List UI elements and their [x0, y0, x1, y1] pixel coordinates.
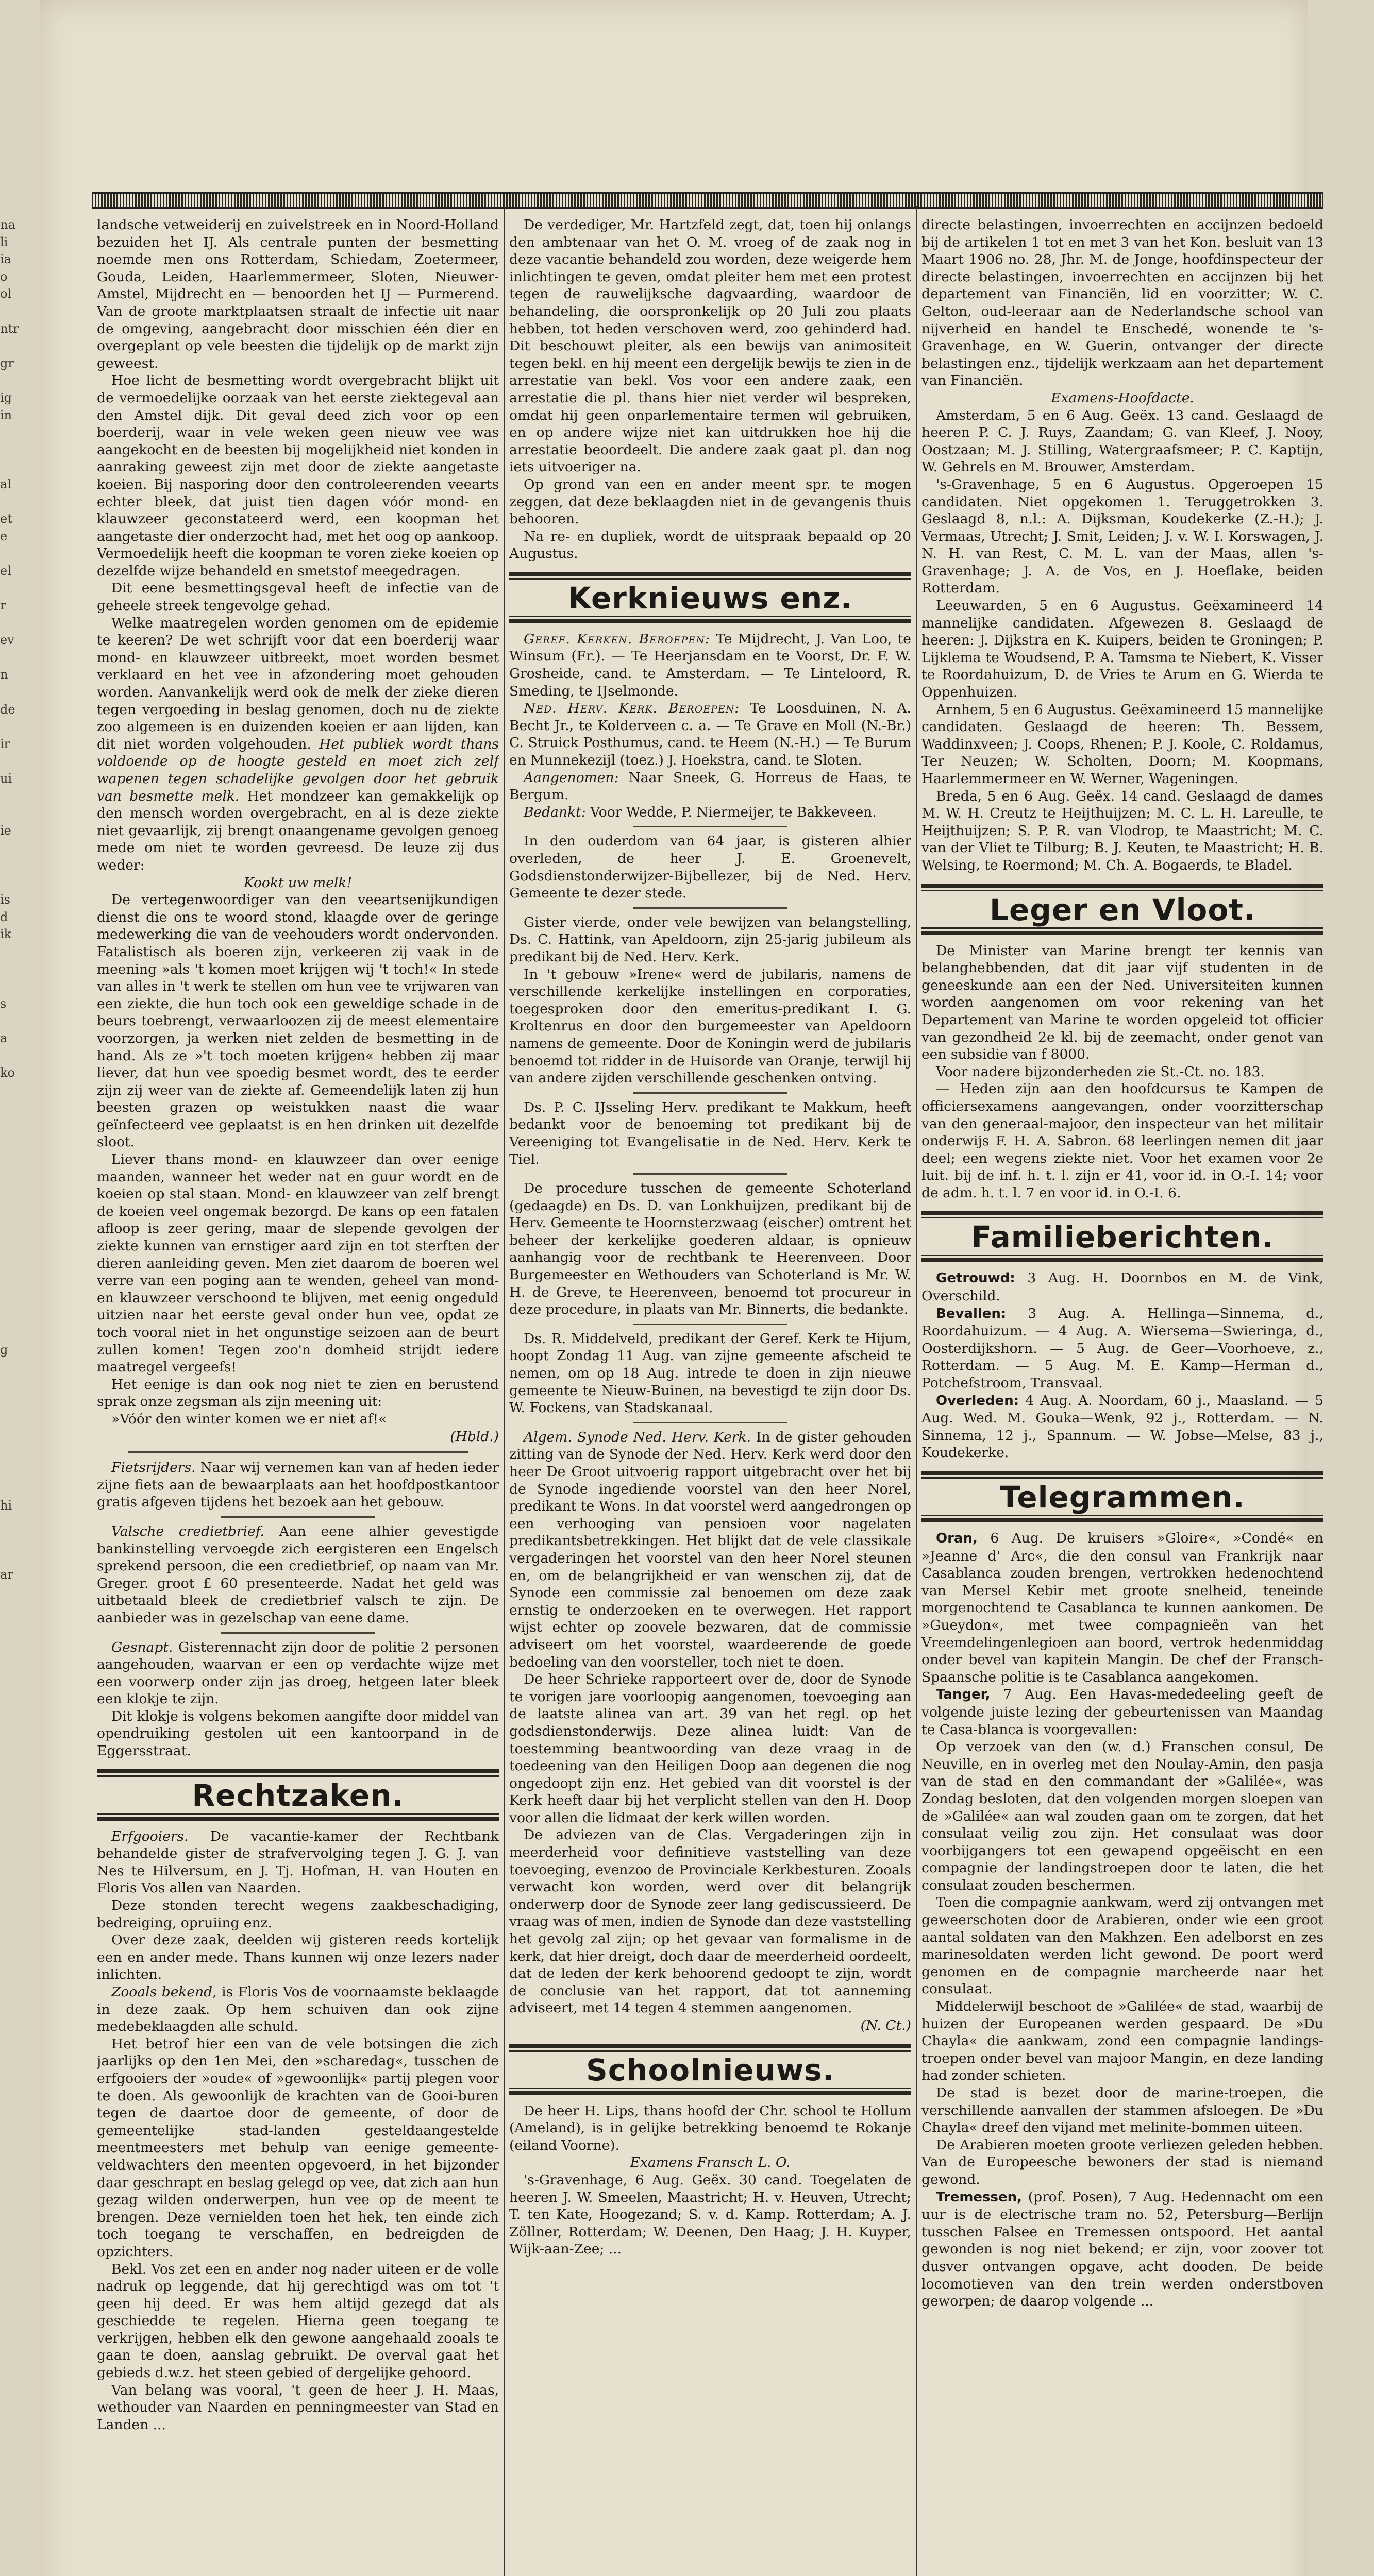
edge-fragment-text	[0, 1168, 36, 1186]
edge-fragment-text: ir	[0, 736, 10, 751]
separator-rule	[633, 826, 787, 827]
edge-fragment-text: is	[0, 892, 10, 907]
article-paragraph: De heer H. Lips, thans hoofd der Chr. school te Hollum (Ameland), is in gelijke betrekking benoemd te Rokanje (eiland Voorne).	[509, 2103, 911, 2154]
item-text: Voor Wedde, P. Niermeijer, te Bakkeveen.	[590, 804, 877, 820]
edge-fragment-text	[0, 1584, 36, 1601]
edge-fragment-text	[0, 943, 36, 961]
edge-fragment-text: r	[0, 598, 6, 613]
section-heading-telegrammen: Telegrammen.	[921, 1471, 1323, 1522]
article-paragraph: Deze stonden terecht wegens zaakbeschadiging, bedreiging, opruiing enz.	[97, 1897, 499, 1931]
motto-line: Kookt uw melk!	[243, 874, 353, 891]
item-lead: Algem. Synode Ned. Herv. Kerk.	[524, 1429, 751, 1445]
edge-fragment-text	[0, 1012, 36, 1030]
edge-fragment-text	[0, 494, 36, 511]
edge-fragment-text	[0, 337, 36, 355]
edge-fragment-text	[0, 1290, 36, 1307]
article-paragraph: In den ouderdom van 64 jaar, is gisteren alhier overleden, de heer J. E. Groenevelt, Godsdienstonderwijzer-Bijbellezer, bij de Ned. Herv. Gemeente te dezer stede.	[509, 833, 911, 902]
article-paragraph: landsche vetweiderij en zuivelstreek en in Noord-Holland bezuiden het IJ. Als centrale punten der besmetting noemde men ons Rotterdam, Schiedam, Zoetermeer, Gouda, Leiden, Haarlemmermeer, Sloten, Nieuwer-Amstel, Mijdrecht en — benoorden het IJ — Purmerend. Van de groote marktplaatsen straalt de infectie uit naar de omgeving, aangebracht door misschien één dier en overgeplant op vele beesten die tijdelijk op de markt zijn geweest.	[97, 217, 499, 371]
edge-fragment-text: de	[0, 702, 15, 717]
edge-fragment-text	[0, 442, 36, 459]
telegram-place: Tremessen,	[936, 2189, 1023, 2205]
edge-fragment-text: s	[0, 996, 7, 1011]
edge-fragment-text	[0, 1116, 36, 1134]
news-item	[509, 1429, 911, 1671]
edge-fragment-text: ie	[0, 823, 11, 838]
emphasis-text: Het publiek wordt thans voldoende op de hoogte gesteld en moet zich zelf wapenen tegen schadelijke gevolgen door het gebruik van besmette melk.	[97, 736, 499, 804]
edge-fragment-text	[0, 545, 36, 563]
telegram-place: Oran,	[936, 1531, 978, 1546]
separator-rule	[633, 1422, 787, 1423]
article-paragraph: Op grond van een en ander meent spr. te mogen zeggen, dat deze beklaagden niet in de gevangenis thuis behooren.	[509, 476, 911, 528]
news-item	[509, 631, 911, 700]
notice-label: Overleden:	[936, 1393, 1019, 1409]
adjacent-page-fragments	[0, 216, 36, 2576]
edge-fragment-text: ia	[0, 252, 11, 267]
item-text: Naar wij vernemen kan van af heden ieder zijne fiets aan de bewaarplaats aan het hoofdpostkantoor gratis afgeven tijdens het bezoek aan het gebouw.	[97, 1460, 499, 1511]
paragraph-text: Het mondzeer kan gemakkelijk op den mensch worden overgebracht, en al is deze ziekte niet gevaarlijk, zij brengt onaangename gevolgen genoeg mede om niet te worden gevreesd. De leuze zij dus weder:	[97, 788, 499, 873]
article-paragraph: De stad is bezet door de marine-troepen, die verschillende aanvallen der stammen afsloegen. De »Du Chayla« dreef den vijand met melinite-bommen uiteen.	[921, 2085, 1323, 2136]
article-paragraph: Hoe licht de besmetting wordt overgebracht blijkt uit de vermoedelijke oorzaak van het eerste ziektegeval aan den Amstel dijk. Dit geval deed zich voor op een boerderij, waar in vele weken geen nieuw vee was aangekocht en de beesten bij mogelijkheid niet konden in aanraking geweest zijn met door de ziekte aangetaste koeien. Bij nasporing door den controleerenden veearts echter bleek, dat juist tien dagen vóór mond- en klauwzeer geconstateerd werd, een koopman het aangetaste dier onderzocht had, met het oog op aankoop. Vermoedelijk heeft die koopman te voren zieke koeien op dezelfde wijze behandeld en smetstof meegedragen.	[97, 372, 499, 579]
section-heading-rechtzaken: Rechtzaken.	[97, 1769, 499, 1821]
edge-fragment-text	[0, 1393, 36, 1411]
article-paragraph: Gister vierde, onder vele bewijzen van belangstelling, Ds. C. Hattink, van Apeldoorn, zijn 25-jarig jubileum als predikant bij de Ned. Herv. Kerk.	[509, 914, 911, 965]
notice-label: Getrouwd:	[936, 1270, 1015, 1286]
item-text: Te Loosduinen, N. A. Becht Jr., te Kolderveen c. a. — Te Grave en Moll (N.-Br.) C. Struick Posthumus, cand. te Heem (N.-H.) — Te Burum en Munnekezijl (toez.) J. Hoekstra, cand. te Sloten.	[509, 700, 911, 769]
article-paragraph: — Heden zijn aan den hoofdcursus te Kampen de officiersexamens aangevangen, onder voorzitterschap van den generaal-majoor, den inspecteur van het militair onderwijs F. H. A. Sabron. 68 leerlingen nemen dit jaar deel; een wegens ziekte niet. Voor het examen voor 2e luit. bij de inf. h. t. l. zijn er 41, voor id. in O.-I. 14; voor de adm. h. t. l. 7 en voor id. in O.-I. 6.	[921, 1081, 1323, 1201]
edge-fragment-text: ol	[0, 286, 12, 301]
edge-fragment-text	[0, 1428, 36, 1446]
edge-fragment-text	[0, 839, 36, 857]
edge-fragment-text	[0, 1653, 36, 1670]
item-text: is Floris Vos de voornaamste beklaagde in deze zaak. Op hem schuiven dan ook zijne medebeklaagden alle schuld.	[97, 1984, 499, 2035]
edge-fragment-text	[0, 1618, 36, 1636]
edge-fragment-text: na	[0, 217, 15, 232]
edge-fragment-text: ui	[0, 771, 12, 786]
article-paragraph: De procedure tusschen de gemeente Schoterland (gedaagde) en Ds. D. van Lonkhuijzen, predikant bij de Herv. Gemeente te Hoornsterzwaag (eischer) omtrent het beheer der kerkelijke goederen aldaar, is opnieuw aanhangig voor de rechtbank te Heerenveen. Door Burgemeester en Wethouders van Schoterland is Mr. W. H. de Greve, te Heerenveen, benoemd tot procureur in deze procedure, in plaats van Mr. Binnerts, die bedankte.	[509, 1180, 911, 1318]
separator-rule	[221, 1632, 375, 1634]
telegram-item	[921, 1530, 1323, 1686]
article-paragraph: directe belastingen, invoerrechten en accijnzen bedoeld bij de artikelen 1 tot en met 3 van het Kon. besluit van 13 Maart 1906 no. 28, Jhr. M. de Jonge, hoofdinspecteur der directe belastingen, invoerrechten en accijnzen bij het departement van Financiën, lid en voorzitter; W. C. Gelton, oud-leeraar aan de Nederlandsche school van nijverheid en handel te Enschedé, wonende te 's-Gravenhage, en W. Guerin, ontvanger der directe belastingen enz., tijdelijk werkzaam aan het departement van Financiën.	[921, 217, 1323, 389]
family-notice	[921, 1392, 1323, 1462]
edge-fragment-text	[0, 1636, 36, 1653]
item-lead: Valsche credietbrief.	[111, 1523, 264, 1539]
item-lead: Aangenomen:	[524, 769, 619, 786]
item-lead: Geref. Kerken. Beroepen:	[524, 631, 710, 647]
edge-fragment-text: e	[0, 529, 8, 544]
notice-text: 4 Aug. A. Noordam, 60 j., Maasland. — 5 Aug. Wed. M. Gouka—Wenk, 92 j., Rotterdam. — N. Sinnema, 12 j., Spannum. — W. Jobse—Melse, 83 j., Koudekerke.	[921, 1392, 1323, 1461]
quote-line: »Vóór den winter komen we er niet af!«	[111, 1411, 387, 1427]
news-item	[97, 1828, 499, 1897]
edge-fragment-text: et	[0, 512, 12, 527]
edge-fragment-text: n	[0, 667, 8, 682]
section-heading-familieberichten: Familieberichten.	[921, 1211, 1323, 1262]
item-lead: Ned. Herv. Kerk. Beroepen:	[524, 700, 740, 717]
edge-fragment-text	[0, 1099, 36, 1116]
telegram-text: (prof. Posen), 7 Aug. Hedennacht om een uur is de electrische tram no. 52, Petersburg—Berlijn tusschen Falsee en Tremessen ontspoord. Het aantal gewonden is nog niet bekend; er zijn, voor zoover tot dusver ontvangen opgave, acht dooden. De beide locomotieven van den trein werden onderstboven geworpen; de daarop volgende ...	[921, 2189, 1323, 2310]
edge-fragment-text	[0, 1272, 36, 1290]
paragraph-text: Welke maatregelen worden genomen om de epidemie te keeren? De wet schrijft voor dat een boerderij waar mond- en klauwzeer uitbreekt, moet worden besmet verklaard en het vee in afzondering moet gehouden worden. Aanvankelijk werd ook de melk der zieke dieren tegen vergoeding in beslag genomen, doch nu de ziekte zoo algemeen is en duizenden koeien er aan lijden, kan dit niet worden volgehouden.	[97, 615, 499, 752]
edge-fragment-text	[0, 1255, 36, 1273]
edge-fragment-text: o	[0, 269, 8, 284]
edge-fragment-text: d	[0, 909, 8, 924]
article-paragraph: 's-Gravenhage, 6 Aug. Geëx. 30 cand. Toegelaten de heeren J. W. Smeelen, Maastricht; H. v. Heuven, Utrecht; T. ten Kate, Hoogezand; S. v. d. Kamp. Rotterdam; A. J. Zöllner, Rotterdam; W. Deenen, Den Haag; J. H. Kuyper, Wijk-aan-Zee; ...	[509, 2172, 911, 2258]
telegram-item	[921, 2189, 1323, 2310]
article-paragraph	[97, 615, 499, 874]
edge-fragment-text	[0, 874, 36, 892]
section-heading-schoolnieuws: Schoolnieuws.	[509, 2044, 911, 2095]
sub-heading: Examens-Hoofdacte.	[1051, 389, 1194, 406]
notice-text: 3 Aug. H. Doornbos en M. de Vink, Overschild.	[921, 1270, 1323, 1304]
telegram-place: Tanger,	[936, 1687, 991, 1703]
edge-fragment-text	[0, 857, 36, 874]
edge-fragment-text	[0, 1515, 36, 1532]
source-signature: (Hbld.)	[450, 1428, 499, 1445]
article-paragraph: Over deze zaak, deelden wij gisteren reeds kortelijk een en ander mede. Thans kunnen wij onze lezers nader inlichten.	[97, 1932, 499, 1983]
edge-fragment-text	[0, 1411, 36, 1428]
column-divider-2	[916, 206, 917, 2576]
separator-rule	[633, 1324, 787, 1325]
edge-fragment-text: ar	[0, 1567, 13, 1582]
edge-fragment-text	[0, 649, 36, 667]
edge-fragment-text	[0, 1307, 36, 1324]
top-ornamental-rule	[92, 192, 1323, 209]
section-heading-leger-en-vloot: Leger en Vloot.	[921, 884, 1323, 935]
article-paragraph: Bekl. Vos zet een en ander nog nader uiteen er de volle nadruk op leggende, dat hij gerechtigd was om tot 't geen hij deed. Er was hem altijd gezegd dat als geschiedde te regelen. Hierna geen toegang te verkrijgen, hebben elk den gewone aangehaald zooals te gaan te doen, aanslag gebruikt. De overval gaat het gebieds d.w.z. het steen gebied of dergelijke gehoord.	[97, 2261, 499, 2381]
article-paragraph: Dit eene besmettingsgeval heeft de infectie van de geheele streek tengevolge gehad.	[97, 580, 499, 614]
edge-fragment-text: ko	[0, 1065, 15, 1080]
item-text: In de gister gehouden zitting van de Synode der Ned. Herv. Kerk werd door den heer De Groot uitvoerig rapport uitgebracht over het bij de Synode ingediende voorstel van den heer Norel, predikant te Wons. In dat voorstel werd aangedrongen op een verhooging van pensioen voor nagelaten predikantsbetrekkingen. Het blijkt dat de vele classikale vergaderingen het voorstel van den heer Norel steunen en, om de belangrijkheid er van wenschen zij, dat de Synode een commissie zal benoemen om deze zaak ernstig te onderzoeken en te overwegen. Het rapport wijst echter op zoovele bezwaren, dat de commissie adviseert om het voorstel, waardeerende de goede bedoeling van den voorsteller, toch niet te doen.	[509, 1429, 911, 1670]
notice-label: Bevallen:	[936, 1306, 1007, 1321]
article-paragraph: Liever thans mond- en klauwzeer dan over eenige maanden, wanneer het weder nat en guur wordt en de koeien op stal staan. Mond- en klauwzeer van zelf brengt de koeien veel ongemak bezorgd. De kans op een fatalen afloop is zeer gering, maar de slepende gevolgen der ziekte kunnen van ernstiger aard zijn en tot sterften der dieren aanleiding geven. Men ziet daarom de boeren wel verre van een poging aan te wenden, geheel van mond- en klauwzeer verschoond te blijven, met eenig ongeduld uitzien naar het eerste geval onder hun vee, opdat ze toch vooral niet in het ongunstige seizoen aan de beurt zullen komen! Tegen zoo'n domheid strijdt iedere maatregel vergeefs!	[97, 1151, 499, 1376]
edge-fragment-text	[0, 1601, 36, 1619]
edge-fragment-text: el	[0, 563, 11, 578]
article-paragraph: Ds. P. C. IJsseling Herv. predikant te Makkum, heeft bedankt voor de benoeming tot predikant bij de Vereeniging tot Evangelisatie in de Ned. Herv. Kerk te Tiel.	[509, 1099, 911, 1167]
news-item	[97, 1523, 499, 1627]
family-notice	[921, 1269, 1323, 1304]
column-3	[921, 216, 1323, 2576]
separator-rule	[221, 1516, 375, 1518]
news-item	[509, 804, 911, 821]
edge-fragment-text	[0, 580, 36, 597]
edge-fragment-text	[0, 303, 36, 320]
edge-fragment-text	[0, 1185, 36, 1203]
edge-fragment-text: ev	[0, 633, 14, 648]
item-lead: Fietsrijders.	[111, 1460, 196, 1476]
telegram-text: 6 Aug. De kruisers »Gloire«, »Condé« en »Jeanne d' Arc«, die den consul van Frankrijk naar Casablanca zouden brengen, vertrokken hedenochtend van Mersel Kebir met groote snelheid, teneinde morgenochtend te Casablanca te kunnen aankomen. De »Gueydon«, met twee compagnieën van het Vreemdelingenlegioen aan boord, vertrok hedenmiddag onder bevel van kapitein Mangin. De chef der Fransch-Spaansche politie is te Casablanca aangekomen.	[921, 1530, 1323, 1685]
separator-rule	[633, 1173, 787, 1175]
edge-fragment-text	[0, 1445, 36, 1463]
separator-rule	[633, 1092, 787, 1094]
section-heading-kerknieuws: Kerknieuws enz.	[509, 572, 911, 623]
newspaper-sheet	[40, 0, 1323, 2576]
edge-fragment-text	[0, 372, 36, 389]
edge-fragment-text	[0, 1359, 36, 1376]
article-paragraph: Op verzoek van den (w. d.) Franschen consul, De Neuville, en in overleg met den Noulay-Amin, den pasja van de stad en den commandant der »Galilée«, was Zondag besloten, dat den volgenden morgen sloepen van de »Galilée« aan wal zouden gaan om te zorgen, dat het consulaat veilig zou zijn. Het consulaat was door voorbijgangers tot een gewapend opgeëischt en een compagnie der landingstroepen door te laten, die het consulaat zouden beschermen.	[921, 1739, 1323, 1893]
article-paragraph: Na re- en dupliek, wordt de uitspraak bepaald op 20 Augustus.	[509, 528, 911, 562]
edge-fragment-text	[0, 459, 36, 476]
edge-fragment-text	[0, 753, 36, 770]
edge-fragment-text	[0, 1047, 36, 1065]
separator-rule	[633, 907, 787, 909]
article-paragraph: Leeuwarden, 5 en 6 Augustus. Geëxamineerd 14 mannelijke candidaten. Afgewezen 8. Geslaagd de heeren: J. Dijkstra en K. Kuipers, beiden te Groningen; P. Lijklema te Woudsend, P. A. Tamsma te Niebert, K. Visser te Roordahuizum, D. de Vries te Arum en G. Wierda te Oppenhuizen.	[921, 598, 1323, 701]
column-divider-1	[504, 206, 505, 2576]
article-paragraph: Amsterdam, 5 en 6 Aug. Geëx. 13 cand. Geslaagd de heeren P. C. J. Ruys, Zaandam; G. van Kleef, J. Nooy, Oostzaan; M. J. Stilling, Watergraafsmeer; P. C. Kaptijn, W. Gehrels en M. Brouwer, Amsterdam.	[921, 407, 1323, 476]
item-text: Te Mijdrecht, J. Van Loo, te Winsum (Fr.). — Te Heerjansdam en te Voorst, Dr. F. W. Grosheide, cand. te Amsterdam. — Te Linteloord, R. Smeding, te IJselmonde.	[509, 631, 911, 699]
news-item	[509, 700, 911, 769]
sub-heading: Examens Fransch L. O.	[630, 2155, 791, 2171]
news-item	[97, 1459, 499, 1511]
edge-fragment-text	[0, 1463, 36, 1480]
edge-fragment-text	[0, 424, 36, 442]
article-paragraph: De adviezen van de Clas. Vergaderingen zijn in meerderheid voor definitieve vaststelling van deze toevoeging, evenzoo de Provinciale Kerkbesturen. Zooals verwacht kon worden, werd over dit belangrijk onderwerp door de Synode zeer lang gediscussieerd. De vraag was of men, indien de Synode dan deze vaststelling het gevolg zal zijn; op het gevaar van formalisme in de kerk, dat hier dreigt, doch daar de meerderheid oordeelt, dat de leden der kerk behoorend gedoopt te zijn, wordt de conclusie van het rapport, dat tot aanneming adviseert, met 14 tegen 4 stemmen aangenomen.	[509, 1827, 911, 2016]
article-paragraph: De verdediger, Mr. Hartzfeld zegt, dat, toen hij onlangs den ambtenaar van het O. M. vroeg of de zaak nog in deze vacantie behandeld zou worden, deze weigerde hem inlichtingen te geven, omdat pleiter hem met een protest tegen de rauwelijksche dagvaarding, waardoor de behandeling, die oorspronkelijk op 20 Juli zou plaats hebben, tot heden verschoven werd, zoo gehinderd had. Dit beschouwt pleiter, als een bewijs van animositeit tegen bekl. en hij meent een dergelijk bewijs te zien in de arrestatie van bekl. Vos voor een andere zaak, een arrestatie die pl. thans hier niet verder wil bespreken, omdat hij geen onparlementaire termen wil gebruiken, en op andere wijze niet kan uitdrukken hoe hij die arrestatie beoordeelt. Die andere zaak gaat pl. dan nog iets uitvoeriger na.	[509, 217, 911, 476]
item-text: Naar Sneek, G. Horreus de Haas, te Bergum.	[509, 769, 911, 803]
article-paragraph: Ds. R. Middelveld, predikant der Geref. Kerk te Hijum, hoopt Zondag 11 Aug. van zijne gemeente afscheid te nemen, om op 18 Aug. intrede te doen in zijn nieuwe gemeente te Nieuw-Buinen, na bevestigd te zijn door Ds. W. Fockens, van Stadskanaal.	[509, 1330, 911, 1416]
article-paragraph: De Minister van Marine brengt ter kennis van belanghebbenden, dat dit jaar vijf studenten in de geneeskunde aan een der Ned. Universiteiten kunnen worden aangenomen om voor rekening van het Departement van Marine te worden opgeleid tot officier van gezondheid 2e kl. bij de zeemacht, onder genot van een subsidie van f 8000.	[921, 942, 1323, 1063]
edge-fragment-text	[0, 1238, 36, 1255]
column-1	[97, 216, 499, 2576]
item-text: De vacantie-kamer der Rechtbank behandelde gister de strafvervolging tegen J. G. J. van Nes te Hilversum, en J. Tj. Hofman, H. van Houten en Floris Vos allen van Naarden.	[97, 1828, 499, 1896]
article-paragraph: 's-Gravenhage, 5 en 6 Augustus. Opgeroepen 15 candidaten. Niet opgekomen 1. Teruggetrokken 3. Geslaagd 8, n.l.: A. Dijksman, Koudekerke (Z.-H.); J. Vermaas, Utrecht; J. Smit, Leiden; J. v. W. I. Korswagen, J. N. H. van Rest, C. M. L. van der Maas, allen 's-Gravenhage; J. A. de Vos, en J. Hoeflake, beiden Rotterdam.	[921, 476, 1323, 597]
edge-fragment-text: li	[0, 234, 8, 249]
edge-fragment-text: ig	[0, 390, 12, 405]
edge-fragment-text	[0, 978, 36, 995]
article-paragraph: Breda, 5 en 6 Aug. Geëx. 14 cand. Geslaagd de dames M. W. H. Creutz te Heijthuijzen; M. C. L. H. Lareulle, te Heijthuijzen; S. P. R. van Vlodrop, te Maastricht; M. C. van der Vliet te Tilburg; B. J. Keuten, te Maastricht; H. B. Welsing, te Roermond; M. Ch. A. Bogaerds, te Bladel.	[921, 788, 1323, 873]
column-2	[509, 216, 911, 2576]
news-item	[509, 769, 911, 804]
edge-fragment-text	[0, 718, 36, 736]
family-notice	[921, 1305, 1323, 1392]
telegram-item	[921, 1686, 1323, 1738]
item-text: Aan eene alhier gevestigde bankinstelling vervoegde zich eergisteren een Engelsch sprekend persoon, die een credietbrief, op naam van Mr. Greger. groot £ 60 presenteerde. Nadat het geld was uitbetaald bleek de credietbrief valsch te zijn. De aanbieder was in gezelschap van eene dame.	[97, 1523, 499, 1626]
news-item	[97, 1639, 499, 1708]
edge-fragment-text	[0, 961, 36, 978]
edge-fragment-text	[0, 788, 36, 805]
edge-fragment-text	[0, 1549, 36, 1567]
item-lead: Erfgooiers.	[111, 1828, 189, 1844]
item-lead: Gesnapt.	[111, 1639, 173, 1655]
article-paragraph: De vertegenwoordiger van den veeartsenijkundigen dienst die ons te woord stond, klaagde over de geringe medewerking die van de veehouders wordt ondervonden. Fatalistisch als boeren zijn, verkeeren zij vaak in de meening »als 't komen moet krijgen wij 't toch!« In stede van alles in 't werk te stellen om hun vee te vrijwaren van een ziekte, die hun toch ook een geweldige schade in de beurs toebrengt, verwaarloozen zij de meest elementaire voorzorgen, ja werken niet zelden de besmetting in de hand. Als ze »'t toch moeten krijgen« hebben zij maar liever, dat hun vee spoedig besmet wordt, des te eerder zijn zij weer van de ziekte af. Gemeendelijk laten zij hun beesten grazen op weistukken naast die waar geïnfecteerd vee geplaatst is en hen drinken uit dezelfde sloot.	[97, 892, 499, 1150]
edge-fragment-text: a	[0, 1030, 8, 1045]
edge-fragment-text	[0, 1082, 36, 1099]
edge-fragment-text	[0, 1324, 36, 1342]
edge-fragment-text	[0, 1203, 36, 1221]
edge-fragment-text: ntr	[0, 321, 19, 336]
edge-fragment-text	[0, 684, 36, 701]
edge-fragment-text	[0, 1376, 36, 1394]
edge-fragment-text: gr	[0, 355, 14, 370]
edge-fragment-text: g	[0, 1342, 8, 1357]
article-paragraph: Voor nadere bijzonderheden zie St.-Ct. no. 183.	[936, 1063, 1265, 1080]
article-paragraph: Het betrof hier een van de vele botsingen die zich jaarlijks op den 1en Mei, den »scharedag«, tusschen de erfgooiers der »oude« of »gewoonlijk« partij plegen voor te doen. Als gewoonlijk de krachten van de Gooi-buren tegen de daartoe door de gemeente, of door de gemeentelijke stad-landen gesteldaangestelde meentmeesters met behulp van eenige gemeente-veldwachters den meenten opgevoerd, in het bijzonder daar geschrapt en beslag gelegd op vee, dat zich aan hun gezag wilden onderwerpen, hun vee op de meent te brengen. Deze vernielden toen het hek, ten einde zich toch toegang te verschaffen, en bedreigden de opzichters.	[97, 2036, 499, 2260]
source-signature: (N. Ct.)	[860, 2018, 911, 2033]
article-paragraph: De Arabieren moeten groote verliezen geleden hebben. Van de Europeesche bewoners der stad is niemand gewond.	[921, 2137, 1323, 2188]
item-lead: Zooals bekend,	[111, 1984, 217, 2000]
item-text: Gisterennacht zijn door de politie 2 personen aangehouden, waarvan er een op verdachte wijze met een voorwerp onder zijn jas droeg, hetgeen later bleek een klokje te zijn.	[97, 1639, 499, 1707]
edge-fragment-text: in	[0, 408, 12, 422]
edge-fragment-text: hi	[0, 1498, 12, 1513]
article-paragraph: Toen die compagnie aankwam, werd zij ontvangen met geweerschoten door de Arabieren, onder wie een groot aantal soldaten van den Makhzen. Een adelborst en zes marinesoldaten werden licht gewond. De poort werd genomen en de compagnie marcheerde naar het consulaat.	[921, 1894, 1323, 1997]
edge-fragment-text	[0, 1480, 36, 1497]
edge-fragment-text: ik	[0, 927, 12, 942]
separator-rule	[128, 1451, 468, 1453]
edge-fragment-text	[0, 1220, 36, 1238]
notice-text: 3 Aug. A. Hellinga—Sinnema, d., Roordahuizum. — 4 Aug. A. Wiersema—Swieringa, d., Oosterdijkshorn. — 5 Aug. de Geer—Voorhoeve, z., Rotterdam. — 5 Aug. M. E. Kamp—Herman d., Potchefstroom, Transvaal.	[921, 1305, 1323, 1392]
edge-fragment-text: al	[0, 477, 11, 492]
article-paragraph: Middelerwijl beschoot de »Galilée« de stad, waarbij de huizen der Europeanen werden gespaard. De »Du Chayla« die aankwam, zond een compagnie landings-troepen onder bevel van majoor Mangin, en deze landing had zonder schieten.	[921, 1998, 1323, 2084]
article-paragraph: Het eenige is dan ook nog niet te zien en berustend sprak onze zegsman als zijn meening uit:	[97, 1376, 499, 1410]
edge-fragment-text	[0, 805, 36, 822]
news-item	[97, 1984, 499, 2036]
edge-fragment-text	[0, 615, 36, 632]
article-paragraph: Dit klokje is volgens bekomen aangifte door middel van opendruiking gestolen uit een kantoorpand in de Eggersstraat.	[97, 1708, 499, 1759]
edge-fragment-text	[0, 1151, 36, 1168]
item-lead: Bedankt:	[524, 804, 586, 820]
edge-fragment-text	[0, 1133, 36, 1151]
article-paragraph: In 't gebouw »Irene« werd de jubilaris, namens de verschillende kerkelijke instellingen en corporaties, toegesproken door den emeritus-predikant I. G. Kroltenrus en door den burgemeester van Apeldoorn namens de gemeente. Door de Koningin werd de jubilaris benoemd tot ridder in de Huisorde van Oranje, terwijl hij van andere zijden verschillende geschenken ontving.	[509, 966, 911, 1087]
edge-fragment-text	[0, 1532, 36, 1549]
telegram-text: 7 Aug. Een Havas-mededeeling geeft de volgende juiste lezing der gebeurtenissen van Maandag te Casa-blanca is voorgevallen:	[921, 1686, 1323, 1738]
article-paragraph: Arnhem, 5 en 6 Augustus. Geëxamineerd 15 mannelijke candidaten. Geslaagd de heeren: Th. Bessem, Waddinxveen; J. Coops, Rhenen; P. J. Koole, C. Roldamus, Ter Neuzen; W. Scholten, Doorn; M. Koopmans, Haarlemmermeer en W. Werner, Wageningen.	[921, 701, 1323, 787]
article-paragraph: Van belang was vooral, 't geen de heer J. H. Maas, wethouder van Naarden en penningmeester van Stad en Landen ...	[97, 2382, 499, 2433]
article-paragraph: De heer Schrieke rapporteert over de, door de Synode te vorigen jare voorloopig aangenomen, toevoeging aan de laatste alinea van art. 39 van het regl. op het godsdienstonderwijs. Deze alinea luidt: Van de toestemming beantwoording van deze vraag in de toedeening van den Heiligen Doop aan degenen die nog ongedoopt zijn enz. Het gebied van dit voorstel is der Kerk heeft daar bij het verplicht stellen van den H. Doop voor allen die lidmaat der kerk willen worden.	[509, 1671, 911, 1826]
